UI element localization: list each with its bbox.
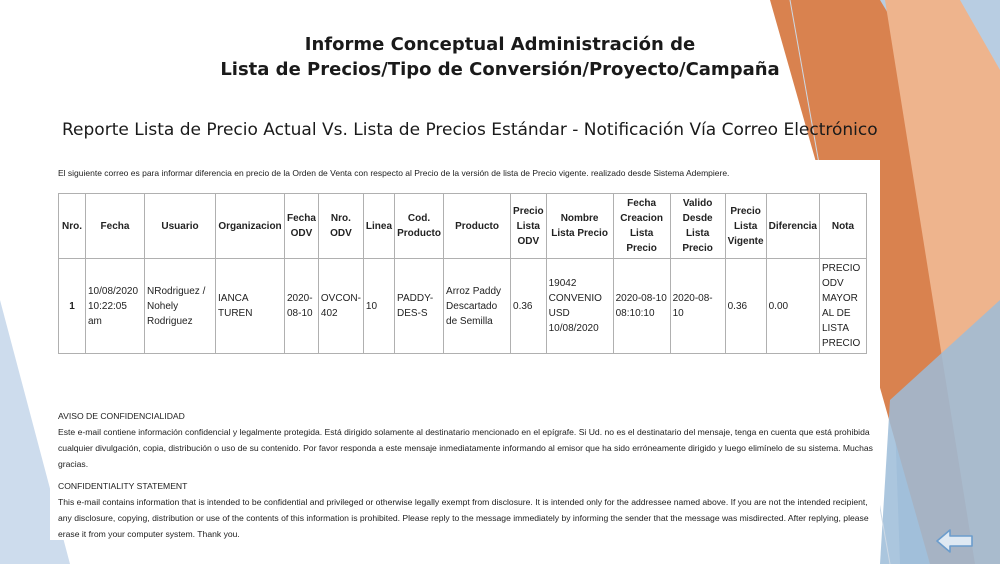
cell-organizacion: IANCA TUREN (216, 259, 285, 354)
header-fecha-odv: Fecha ODV (285, 194, 319, 259)
title-line-2: Lista de Precios/Tipo de Conversión/Proyecto/Campaña (220, 59, 780, 80)
cell-fecha: 10/08/2020 10:22:05 am (86, 259, 145, 354)
price-report-table (58, 193, 867, 354)
cell-fecha-creacion: 2020-08-10 08:10:10 (613, 259, 670, 354)
cell-precio-vigente: 0.36 (725, 259, 766, 354)
notice-en-heading: CONFIDENTIALITY STATEMENT (58, 481, 188, 491)
header-usuario: Usuario (145, 194, 216, 259)
cell-nro: 1 (59, 259, 86, 354)
header-valido-desde: Valido Desde Lista Precio (670, 194, 725, 259)
cell-nota: PRECIO ODV MAYOR AL DE LISTA PRECIO (819, 259, 866, 354)
email-intro: El siguiente correo es para informar diferencia en precio de la Orden de Venta con respecto al Precio de la versión de lista de Precio vigente. realizado desde Sistema Adempiere. (58, 168, 730, 178)
notice-es-body: Este e-mail contiene información confidencial y legalmente protegida. Está dirigido solamente al destinatario mencionado en el epígrafe. Si Ud. no es el destinatario del mensaje, tenga en cuenta que está prohibida cualquier divulgación, copia, distribución o uso de su contenido. Por favor responda a este mensaje inmediatamente informando al emisor que ha sido erróneamente dirigido y luego elimínelo de su sistema. Muchas gracias. (58, 427, 873, 469)
cell-valido-desde: 2020-08-10 (670, 259, 725, 354)
header-nro: Nro. (59, 194, 86, 259)
confidentiality-notice-es (58, 408, 873, 472)
notice-es-heading: AVISO DE CONFIDENCIALIDAD (58, 411, 185, 421)
title-line-1: Informe Conceptual Administración de (304, 34, 696, 55)
cell-nro-odv: OVCON-402 (318, 259, 363, 354)
cell-precio-lista-odv: 0.36 (511, 259, 547, 354)
cell-diferencia: 0.00 (766, 259, 819, 354)
header-producto: Producto (444, 194, 511, 259)
cell-nombre-lista-precio: 19042 CONVENIO USD 10/08/2020 (546, 259, 613, 354)
header-linea: Linea (363, 194, 394, 259)
slide-subtitle: Reporte Lista de Precio Actual Vs. Lista de Precios Estándar - Notificación Vía Correo Electrónico (62, 120, 878, 140)
back-arrow-icon[interactable] (936, 528, 974, 554)
email-screenshot (50, 160, 880, 540)
header-fecha: Fecha (86, 194, 145, 259)
header-organizacion: Organizacion (216, 194, 285, 259)
header-diferencia: Diferencia (766, 194, 819, 259)
table-row (59, 259, 867, 354)
confidentiality-notice-en (58, 478, 873, 542)
header-precio-lista-odv: Precio Lista ODV (511, 194, 547, 259)
notice-en-body: This e-mail contains information that is intended to be confidential and privileged or otherwise legally exempt from disclosure. It is intended only for the addressee named above. If you are not the intended recipient, any disclosure, copying, distribution or use of the contents of this information is prohibited. Please reply to the message immediately by informing the sender that the message was misdirected. After replying, please erase it from your computer system. Thank you. (58, 497, 869, 539)
header-precio-vigente: Precio Lista Vigente (725, 194, 766, 259)
cell-linea: 10 (363, 259, 394, 354)
header-fecha-creacion: Fecha Creacion Lista Precio (613, 194, 670, 259)
cell-fecha-odv: 2020-08-10 (285, 259, 319, 354)
header-cod-producto: Cod. Producto (395, 194, 444, 259)
cell-producto: Arroz Paddy Descartado de Semilla (444, 259, 511, 354)
table-header-row (59, 194, 867, 259)
cell-usuario: NRodriguez / Nohely Rodriguez (145, 259, 216, 354)
header-nota: Nota (819, 194, 866, 259)
cell-cod-producto: PADDY-DES-S (395, 259, 444, 354)
slide-title (200, 32, 800, 82)
header-nro-odv: Nro. ODV (318, 194, 363, 259)
header-nombre-lista-precio: Nombre Lista Precio (546, 194, 613, 259)
